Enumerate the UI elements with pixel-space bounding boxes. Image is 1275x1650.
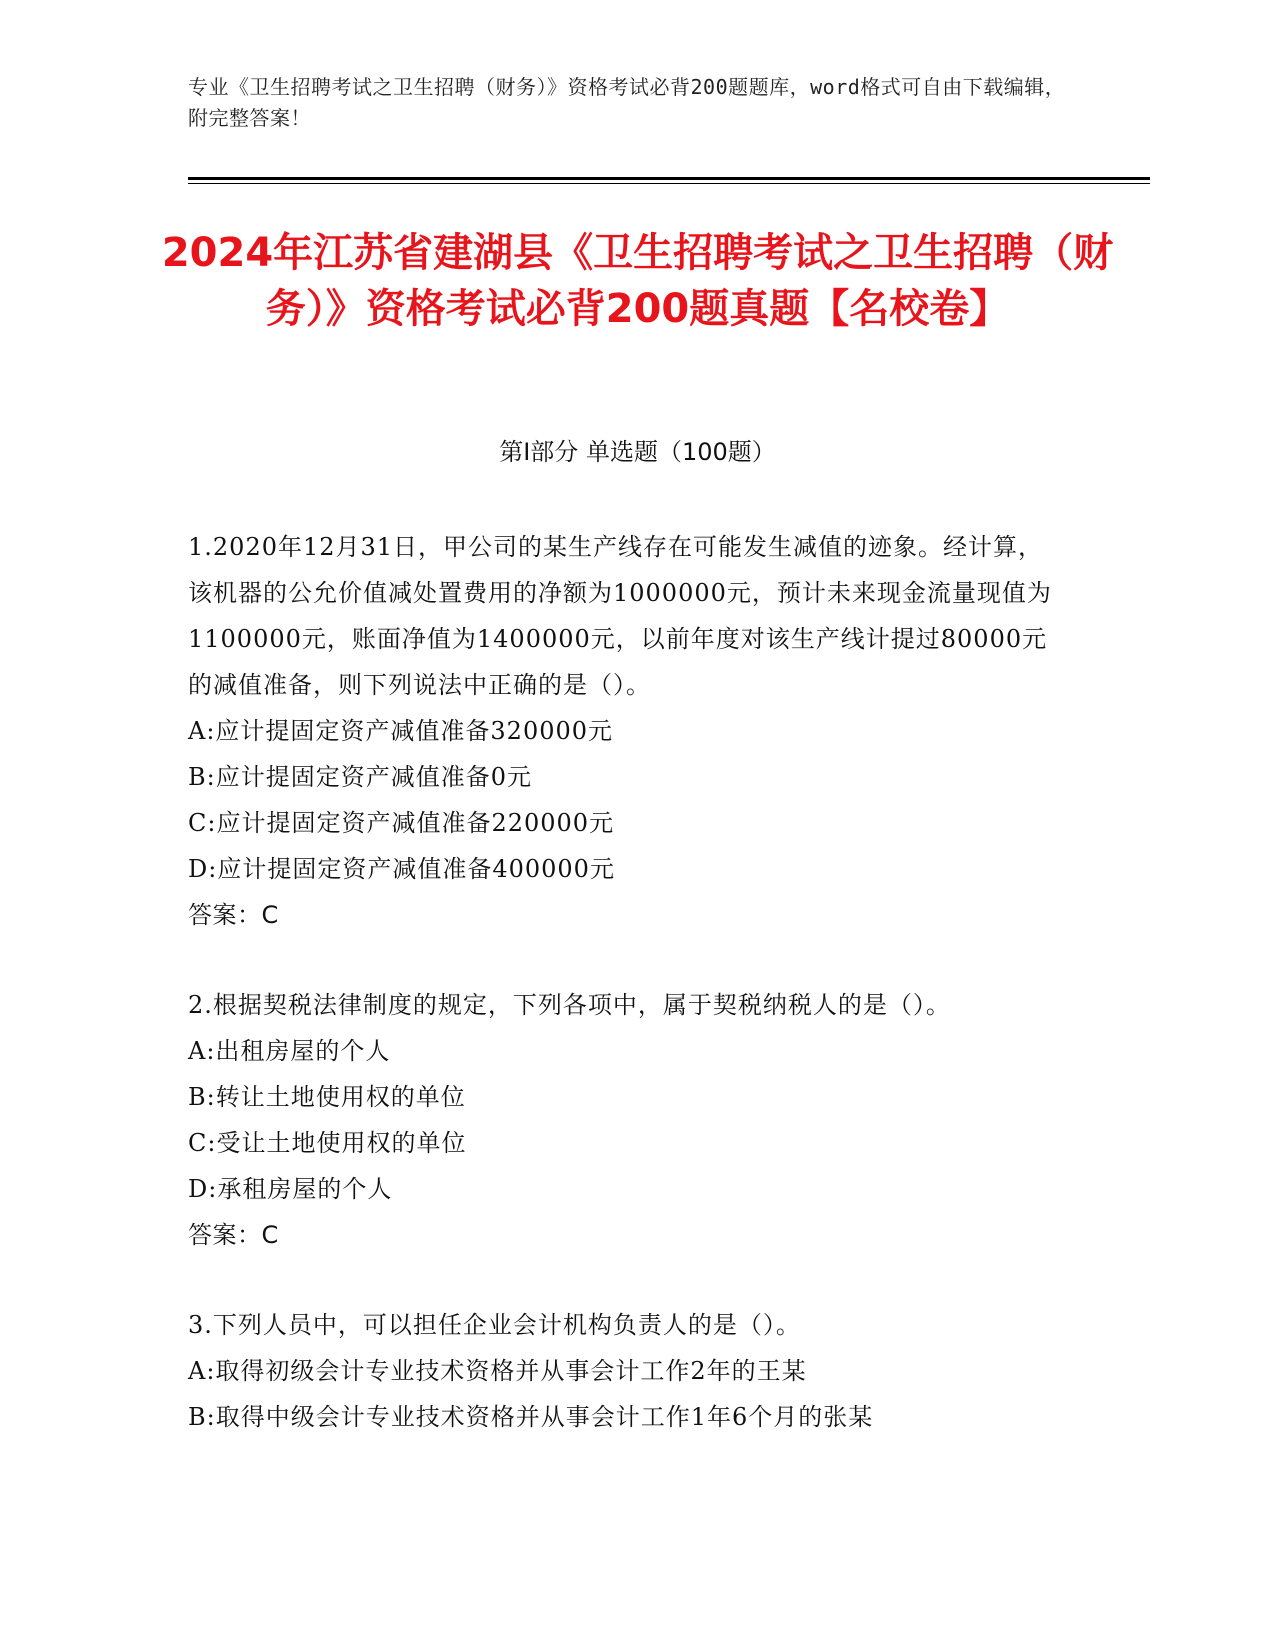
- header-divider: [188, 177, 1150, 180]
- question-stem: 3.下列人员中，可以担任企业会计机构负责人的是（）。: [188, 1311, 801, 1339]
- question-stem: 1.2020年12月31日，甲公司的某生产线存在可能发生减值的迹象。经计算，该机器的公允价值减处置费用的净额为1000000元，预计未来现金流量现值为1100000元，账面净值为1400000元，以前年度对该生产线计提过80000元的减值准备，则下列说法中正确的是（）。: [188, 533, 1052, 699]
- question-1: [188, 524, 1068, 938]
- question-2: [188, 982, 1068, 1258]
- question-list: [188, 524, 1068, 1440]
- option-c: C:应计提固定资产减值准备220000元: [188, 809, 615, 837]
- question-3: [188, 1302, 1068, 1440]
- header-note: 专业《卫生招聘考试之卫生招聘（财务）》资格考试必背200题题库，word格式可自由下载编辑，附完整答案！: [188, 75, 1066, 130]
- document-title: 2024年江苏省建湖县《卫生招聘考试之卫生招聘（财务）》资格考试必背200题真题【名校卷】: [161, 230, 1114, 332]
- option-b: B:应计提固定资产减值准备0元: [188, 763, 532, 791]
- option-b: B:取得中级会计专业技术资格并从事会计工作1年6个月的张某: [188, 1403, 874, 1431]
- question-stem: 2.根据契税法律制度的规定，下列各项中，属于契税纳税人的是（）。: [188, 991, 951, 1019]
- option-d: D:应计提固定资产减值准备400000元: [188, 855, 615, 883]
- option-c: C:受让土地使用权的单位: [188, 1129, 467, 1157]
- section-heading: 第Ⅰ部分 单选题（100题）: [499, 438, 776, 466]
- answer-line: 答案：C: [188, 1221, 279, 1249]
- header-divider-thin: [188, 183, 1150, 184]
- option-d: D:承租房屋的个人: [188, 1175, 393, 1203]
- option-a: A:出租房屋的个人: [188, 1037, 391, 1065]
- option-a: A:应计提固定资产减值准备320000元: [188, 717, 614, 745]
- option-b: B:转让土地使用权的单位: [188, 1083, 466, 1111]
- option-a: A:取得初级会计专业技术资格并从事会计工作2年的王某: [188, 1357, 807, 1385]
- answer-line: 答案：C: [188, 901, 279, 929]
